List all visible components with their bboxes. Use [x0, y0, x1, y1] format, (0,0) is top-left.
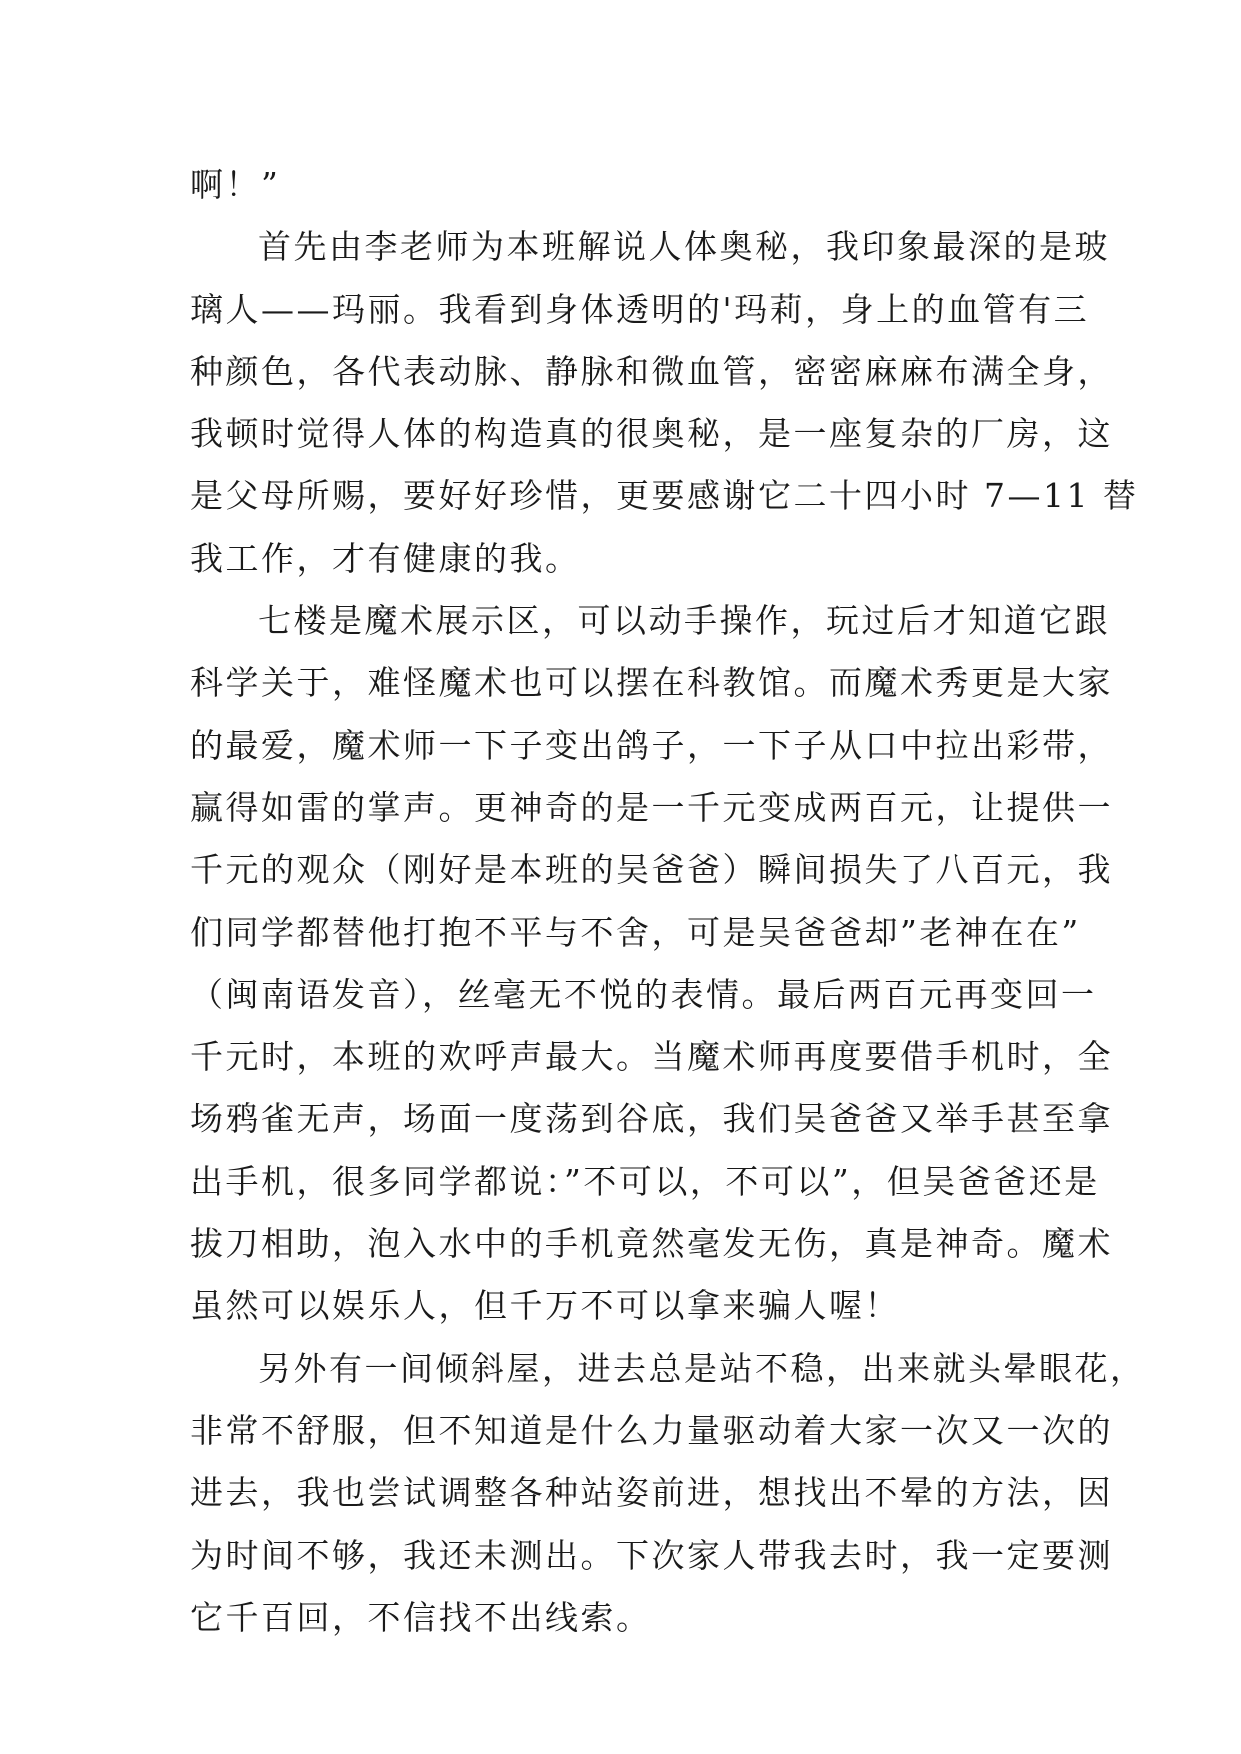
- text-line: 为时间不够，我还未测出。下次家人带我去时，我一定要测: [190, 1535, 1113, 1575]
- text-line: 它千百回，不信找不出线索。: [190, 1597, 652, 1637]
- body-text: [190, 154, 1146, 1649]
- text-line: 拔刀相助，泡入水中的手机竟然毫发无伤，真是神奇。魔术: [190, 1224, 1113, 1264]
- text-line: 们同学都替他打抱不平与不舍，可是吴爸爸却”老神在在”: [190, 912, 1081, 952]
- text-line: 的最爱，魔术师一下子变出鸽子，一下子从口中拉出彩带，: [190, 725, 1113, 765]
- text-line: 璃人——玛丽。我看到身体透明的'玛莉，身上的血管有三: [190, 289, 1090, 329]
- text-line: 千元的观众（刚好是本班的吴爸爸）瞬间损失了八百元，我: [190, 850, 1113, 890]
- text-line: 虽然可以娱乐人，但千万不可以拿来骗人喔！: [190, 1286, 900, 1326]
- text-line: 我工作，才有健康的我。: [190, 538, 581, 578]
- text-line: 我顿时觉得人体的构造真的很奥秘，是一座复杂的厂房，这: [190, 414, 1113, 454]
- text-line: 种颜色，各代表动脉、静脉和微血管，密密麻麻布满全身，: [190, 351, 1113, 391]
- text-line: 非常不舒服，但不知道是什么力量驱动着大家一次又一次的: [190, 1410, 1113, 1450]
- paragraph-first-line: 七楼是魔术展示区，可以动手操作，玩过后才知道它跟: [258, 601, 1110, 641]
- text-line: 赢得如雷的掌声。更神奇的是一千元变成两百元，让提供一: [190, 787, 1113, 827]
- text-line: （闽南语发音），丝毫无不悦的表情。最后两百元再变回一: [190, 974, 1097, 1014]
- text-line: 进去，我也尝试调整各种站姿前进，想找出不晕的方法，因: [190, 1473, 1113, 1513]
- text-line: 千元时，本班的欢呼声最大。当魔术师再度要借手机时，全: [190, 1037, 1113, 1077]
- paragraph-first-line: 首先由李老师为本班解说人体奥秘，我印象最深的是玻: [258, 227, 1110, 267]
- text-line: 出手机，很多同学都说：”不可以，不可以”，但吴爸爸还是: [190, 1161, 1100, 1201]
- paragraph-first-line: 另外有一间倾斜屋，进去总是站不稳，出来就头晕眼花，: [258, 1348, 1146, 1388]
- text-line: 科学关于，难怪魔术也可以摆在科教馆。而魔术秀更是大家: [190, 663, 1113, 703]
- text-line: 是父母所赐，要好好珍惜，更要感谢它二十四小时 7—11 替: [190, 476, 1139, 516]
- text-line: 场鸦雀无声，场面一度荡到谷底，我们吴爸爸又举手甚至拿: [190, 1099, 1113, 1139]
- text-line: 啊！”: [190, 165, 281, 204]
